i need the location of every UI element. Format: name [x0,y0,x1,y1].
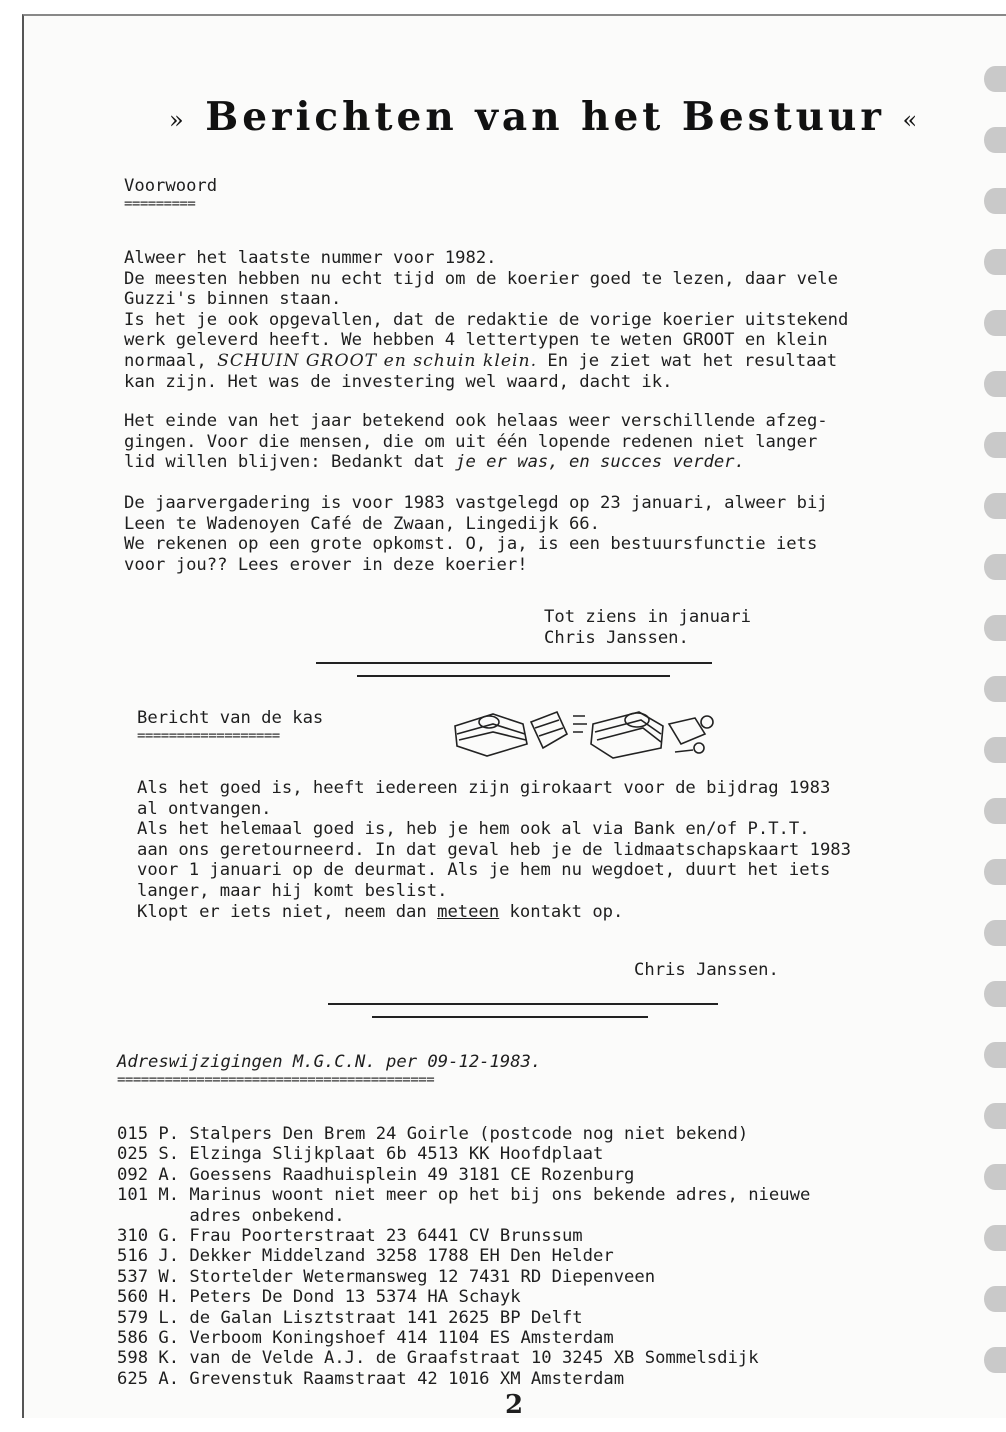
binder-hole-icon [984,981,1006,1007]
p2-line3-a: lid willen blijven: Bedankt dat [124,452,456,473]
kas-line-1: Als het goed is, heeft iedereen zijn girokaart voor de bijdrag 1983 [137,778,831,798]
binder-hole-icon [984,1225,1006,1251]
binder-hole-icon [984,920,1006,946]
binder-hole-icon [984,188,1006,214]
divider-long [316,662,712,664]
p1-line6-b: En je ziet wat het resultaat [537,351,838,371]
binder-hole-icon [984,859,1006,885]
kas-line-4: aan ons geretourneerd. In dat geval heb je de lidmaatschapskaart 1983 [137,839,851,860]
binder-hole-icon [984,798,1006,824]
voorwoord-p3-line-2: Leen te Wadenoyen Café de Zwaan, Lingedijk 66. [124,513,600,534]
binder-hole-icon [984,615,1006,641]
voorwoord-p3-line-4: voor jou?? Lees erover in deze koerier! [124,554,528,575]
kas-last-underlined: meteen [437,901,500,922]
kas-last-a: Klopt er iets niet, neem dan [137,901,438,922]
divider-short-2 [372,1016,648,1018]
voorwoord-heading-underline: ========= [124,196,196,212]
binder-hole-icon [984,1286,1006,1312]
money-stack-icon [449,704,717,760]
voorwoord-p1-line-1: Alweer het laatste nummer voor 1982. [124,248,497,268]
kas-heading: Bericht van de kas [137,708,324,728]
binder-hole-icon [984,127,1006,153]
binder-hole-icon [984,1042,1006,1068]
voorwoord-p1-line-3: Guzzi's binnen staan. [124,289,342,310]
address-entry: 625 A. Grevenstuk Raamstraat 42 1016 XM Amsterdam [117,1368,625,1389]
voorwoord-p2-line-2: gingen. Voor die mensen, die om uit één lopende redenen niet langer [124,431,818,452]
binder-hole-icon [984,1164,1006,1190]
p1-line6-a: normaal, [124,351,218,371]
voorwoord-p3-line-1: De jaarvergadering is voor 1983 vastgelegd op 23 januari, alweer bij [124,493,828,513]
binder-hole-icon [984,1347,1006,1373]
address-entry: 560 H. Peters De Dond 13 5374 HA Schayk [117,1287,521,1308]
binder-hole-icon [984,1103,1006,1129]
address-entry: 586 G. Verboom Koningshoef 414 1104 ES Amsterdam [117,1328,614,1348]
address-entry: adres onbekend. [117,1205,345,1226]
p2-line3-italic: je er was, en succes verder. [455,452,745,473]
voorwoord-heading: Voorwoord [124,176,218,196]
quote-open: » [169,106,188,134]
kas-line-3: Als het helemaal goed is, heb je hem ook al via Bank en/of P.T.T. [137,819,810,840]
voorwoord-p3-line-3: We rekenen op een grote opkomst. O, ja, is een bestuursfunctie iets [124,534,818,555]
kas-line-5: voor 1 januari op de deurmat. Als je hem nu wegdoet, duurt het iets [137,860,831,881]
voorwoord-p1-line-7: kan zijn. Het was de investering wel waard, dacht ik. [124,371,673,392]
binder-hole-icon [984,249,1006,275]
binder-hole-icon [984,737,1006,763]
divider-long-2 [328,1003,718,1005]
p1-line6-script: SCHUIN GROOT en schuin klein. [217,351,538,371]
kas-line-6: langer, maar hij komt beslist. [137,881,448,901]
kas-line-7 [137,902,623,923]
binder-hole-icon [984,432,1006,458]
voorwoord-signoff-1: Tot ziens in januari [544,607,751,627]
address-entry: 092 A. Goessens Raadhuisplein 49 3181 CE Rozenburg [117,1164,635,1185]
binder-hole-icon [984,493,1006,519]
quote-close: « [902,106,922,134]
kas-heading-underline: ================== [137,728,280,744]
voorwoord-p1-line-5: werk geleverd heeft. We hebben 4 lettertypen te weten GROOT en klein [124,330,828,351]
page-number: 2 [505,1390,524,1420]
voorwoord-p2-line-1: Het einde van het jaar betekend ook helaas weer verschillende afzeg- [124,411,828,431]
binder-hole-icon [984,310,1006,336]
voorwoord-p1-line-4: Is het je ook opgevallen, dat de redaktie de vorige koerier uitstekend [124,309,849,330]
address-entry: 537 W. Stortelder Wetermansweg 12 7431 RD Diepenveen [117,1266,656,1287]
page-title [169,94,921,140]
binder-hole-icon [984,554,1006,580]
binder-hole-icon [984,676,1006,702]
binder-holes [974,66,1006,1432]
address-entry: 579 L. de Galan Lisztstraat 141 2625 BP Delft [117,1307,583,1328]
address-entry: 025 S. Elzinga Slijkplaat 6b 4513 KK Hoofdplaat [117,1144,604,1165]
document-page [22,14,1006,1418]
voorwoord-p2-line-3 [124,452,745,473]
address-entry: 516 J. Dekker Middelzand 3258 1788 EH Den Helder [117,1246,614,1267]
voorwoord-p1-line-2: De meesten hebben nu echt tijd om de koerier goed te lezen, daar vele [124,268,838,289]
address-entry: 101 M. Marinus woont niet meer op het bij ons bekende adres, nieuwe [117,1185,811,1206]
divider-short [357,675,670,677]
binder-hole-icon [984,66,1006,92]
kas-last-b: kontakt op. [499,901,624,922]
kas-line-2: al ontvangen. [137,798,272,819]
voorwoord-signoff-2: Chris Janssen. [544,627,689,648]
address-entry: 015 P. Stalpers Den Brem 24 Goirle (postcode nog niet bekend) [117,1124,749,1144]
adres-heading: Adreswijzigingen M.G.C.N. per 09-12-1983. [117,1052,542,1072]
voorwoord-p1-line-6 [124,351,837,372]
adres-heading-underline: ======================================== [117,1072,435,1088]
address-entry: 598 K. van de Velde A.J. de Graafstraat 10 3245 XB Sommelsdijk [117,1348,759,1369]
kas-signoff: Chris Janssen. [634,960,779,980]
binder-hole-icon [984,371,1006,397]
title-text: Berichten van het Bestuur [205,94,885,140]
address-entry: 310 G. Frau Poorterstraat 23 6441 CV Brunssum [117,1226,583,1246]
